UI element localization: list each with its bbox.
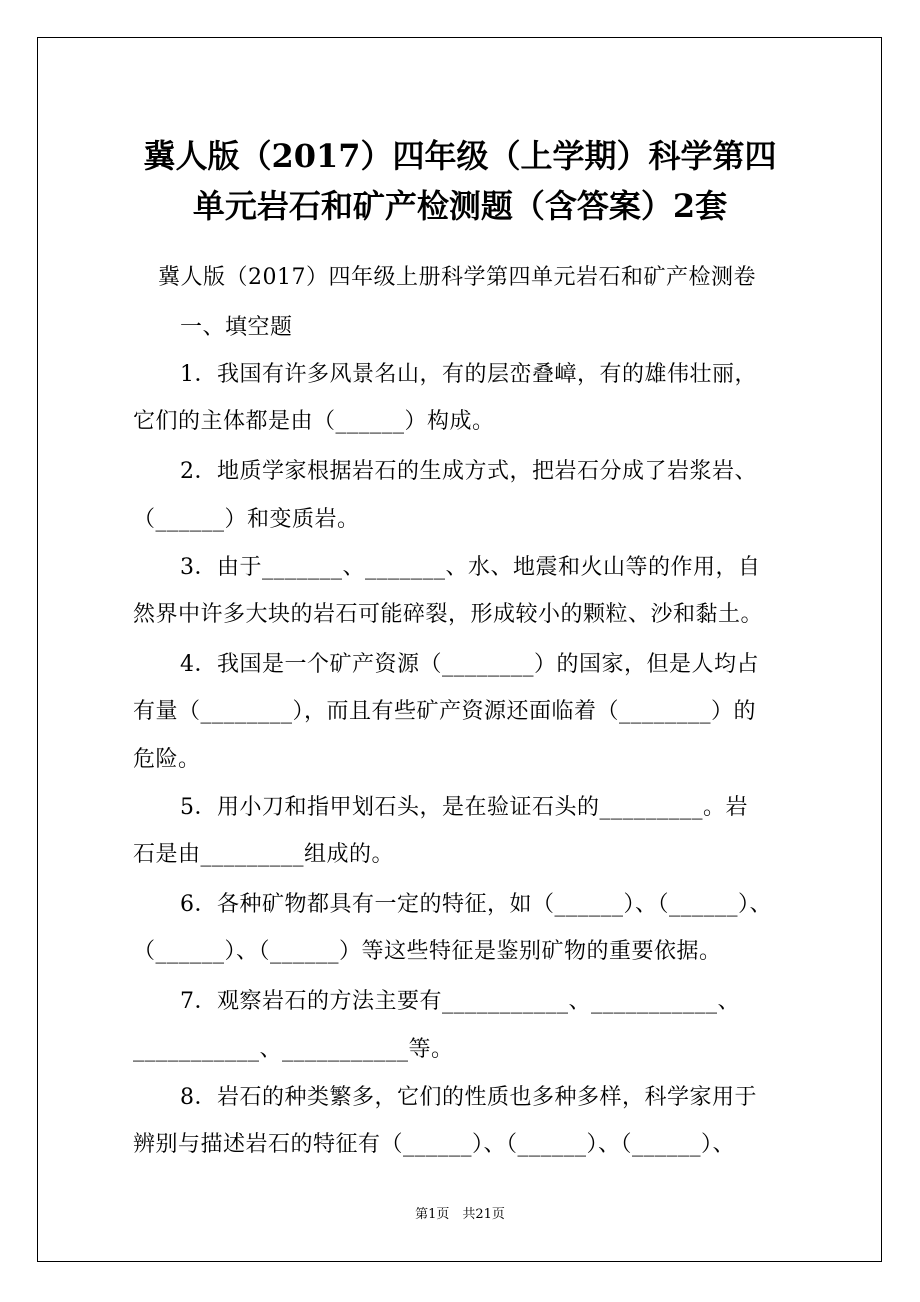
question-4-line-2: 有量（________），而且有些矿产资源还面临着（________）的 [133, 699, 757, 724]
document-title-line-2: 单元岩石和矿产检测题（含答案）2套 [192, 187, 728, 225]
question-1-line-2: 它们的主体都是由（______）构成。 [133, 409, 495, 434]
page-footer: 第1页 共21页 [415, 1207, 505, 1222]
question-7-line-2: ___________、___________等。 [133, 1037, 454, 1062]
question-6-line-2: （______）、（______）等这些特征是鉴别矿物的重要依据。 [133, 939, 722, 964]
question-3-line-2: 然界中许多大块的岩石可能碎裂，形成较小的颗粒、沙和黏土。 [133, 602, 764, 627]
question-3-line-1: 3．由于_______、_______、水、地震和火山等的作用，自 [180, 555, 761, 580]
question-7-line-1: 7．观察岩石的方法主要有___________、___________、 [180, 989, 740, 1014]
subtitle: 冀人版（2017）四年级上册科学第四单元岩石和矿产检测卷 [158, 265, 756, 290]
question-4-line-3: 危险。 [133, 747, 201, 772]
question-8-line-1: 8．岩石的种类繁多，它们的性质也多种多样，科学家用于 [180, 1085, 757, 1110]
question-5-line-2: 石是由_________组成的。 [133, 842, 395, 867]
section-heading: 一、填空题 [180, 315, 293, 340]
question-6-line-1: 6．各种矿物都具有一定的特征，如（______）、（______）、 [180, 892, 772, 917]
question-2-line-2: （______）和变质岩。 [133, 507, 360, 532]
question-5-line-1: 5．用小刀和指甲划石头，是在验证石头的_________。岩 [180, 795, 748, 820]
question-8-line-2: 辨别与描述岩石的特征有（______）、（______）、（______）、 [133, 1132, 736, 1157]
document-title-line-1: 冀人版（2017）四年级（上学期）科学第四 [143, 137, 777, 175]
question-1-line-1: 1．我国有许多风景名山，有的层峦叠嶂，有的雄伟壮丽， [180, 362, 757, 387]
question-4-line-1: 4．我国是一个矿产资源（________）的国家，但是人均占 [180, 652, 759, 677]
question-2-line-1: 2．地质学家根据岩石的生成方式，把岩石分成了岩浆岩、 [180, 459, 757, 484]
